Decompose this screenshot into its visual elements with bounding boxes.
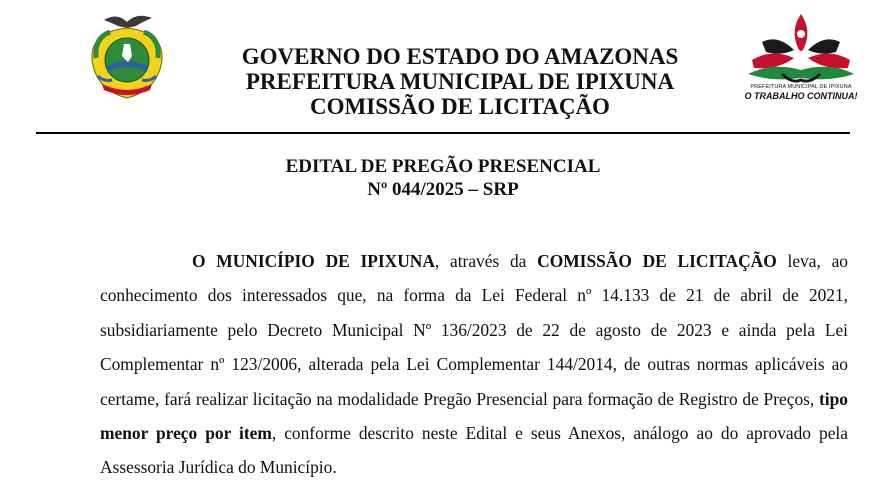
edital-heading (0, 155, 886, 201)
logo-caption-block (742, 84, 860, 101)
commission-name: COMISSÃO DE LICITAÇÃO (537, 251, 777, 271)
header-prefeitura: PREFEITURA MUNICIPAL DE IPIXUNA (245, 69, 675, 94)
header-commission: COMISSÃO DE LICITAÇÃO (310, 94, 610, 119)
header-divider (36, 132, 850, 134)
logo-caption: PREFEITURA MUNICIPAL DE IPIXUNA (750, 84, 852, 90)
logo-slogan: O TRABALHO CONTINUA! (744, 91, 858, 101)
body-paragraph (100, 244, 848, 485)
amazonas-coat-of-arms (84, 10, 170, 102)
type-criterion: tipo menor preço por item (100, 388, 848, 444)
org-name: O MUNICÍPIO DE IPIXUNA (192, 251, 435, 271)
edital-title: EDITAL DE PREGÃO PRESENCIAL (285, 156, 601, 177)
header-title-block (190, 44, 730, 119)
body-part-1: , através da (434, 251, 538, 271)
body-part-3: , conforme descrito neste Edital e seus Anexos, análogo ao do aprovado pela Assessoria Jurídica do Município. (100, 423, 848, 478)
body-part-2: leva, ao conhecimento dos interessados que, na forma da Lei Federal nº 14.133 de 21 de abril de 2021, subsidiariamente pelo Decreto Municipal Nº 136/2023 de 22 de agosto de 2023 e ainda pela Lei Complementar nº 123/2006, alterada pela Lei Complementar 144/2014, de outras normas aplicáveis ao certame, fará realizar licitação na modalidade Pregão Presencial para formação de Registro de Preços, (100, 251, 848, 409)
header-government: GOVERNO DO ESTADO DO AMAZONAS (241, 44, 679, 69)
edital-number: Nº 044/2025 – SRP (367, 179, 519, 200)
